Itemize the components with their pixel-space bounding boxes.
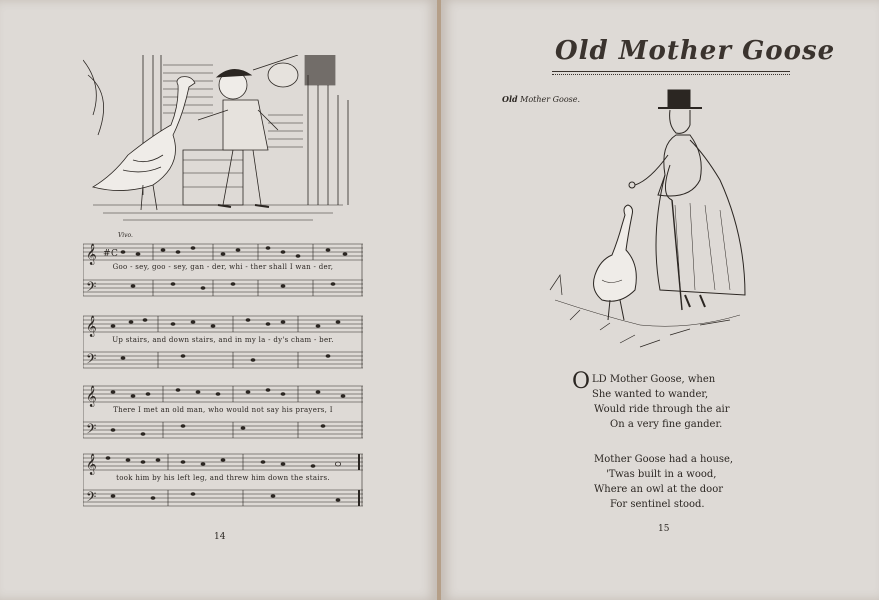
poem-stanza-2 [560,452,780,512]
staff-system-4-text [83,448,363,482]
tempo-marking: Vivo. [118,232,133,239]
poem-line: For sentinel stood. [610,499,705,510]
staff-system-1-text [83,232,363,271]
svg-text:𝄞: 𝄞 [86,316,97,337]
poem-line: She wanted to wander, [592,389,709,400]
page-number-right: 15 [658,524,670,534]
poem-line: Mother Goose had a house, [594,454,734,465]
page-number-left: 14 [214,532,226,542]
svg-text:C: C [111,249,118,259]
poem-line: Would ride through the air [594,404,730,415]
caption-rest: Mother Goose. [520,95,581,104]
svg-text:𝄢: 𝄢 [86,489,97,508]
caption-bold: Old [502,94,518,104]
svg-text:𝄢: 𝄢 [86,421,97,440]
lyric-line-4: took him by his left leg, and threw him down the stairs. [116,474,330,482]
lyric-line-2: Up stairs, and down stairs, and in my la - dy's cham - ber. [112,336,334,344]
poem-line: On a very fine gander. [610,419,723,430]
poem-line: 'Twas built in a wood, [606,469,717,480]
lyric-line-3: There I met an old man, who would not say his prayers, I [113,406,333,414]
svg-text:#: # [103,249,111,259]
svg-text:𝄞: 𝄞 [86,244,97,265]
svg-text:𝄢: 𝄢 [86,351,97,370]
svg-text:𝄞: 𝄞 [86,454,97,475]
page-title: Old Mother Goose [555,36,836,66]
title-underline [552,71,790,75]
drop-cap: O [572,369,591,394]
svg-text:𝄢: 𝄢 [86,279,97,298]
staff-system-3-text [83,380,363,414]
staff-system-2-text [83,310,363,344]
illustration-mother-goose [540,85,770,355]
poem-line: LD Mother Goose, when [592,374,716,385]
lyric-line-1: Goo - sey, goo - sey, gan - der, whi - ther shall I wan - der, [112,263,334,271]
poem-stanza-1 [560,369,780,432]
poem-line: Where an owl at the door [594,484,723,495]
svg-text:𝄞: 𝄞 [86,386,97,407]
engraving-boy-and-goose [83,55,355,225]
